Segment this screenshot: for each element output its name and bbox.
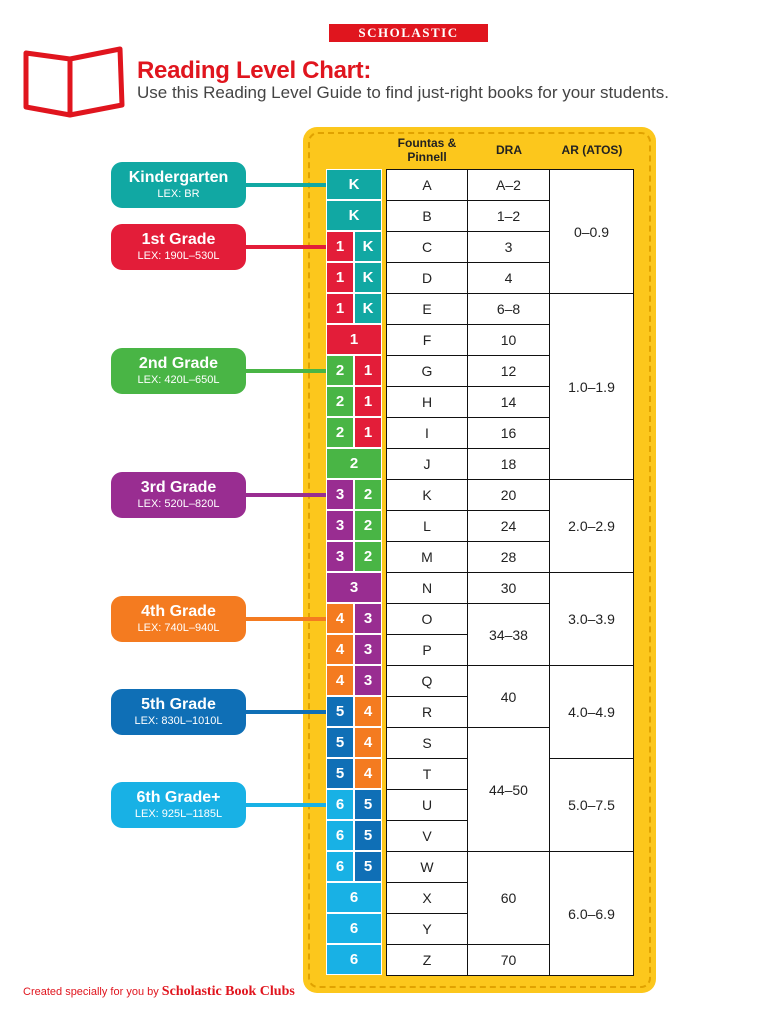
dra-cell: 12	[467, 355, 550, 387]
fp-level-z: Z	[386, 944, 468, 976]
header-dra: DRA	[496, 143, 522, 157]
grade-cell-1: 1	[326, 324, 382, 355]
dra-cell: 14	[467, 386, 550, 418]
fp-level-j: J	[386, 448, 468, 480]
grade-name: 5th Grade	[141, 696, 216, 713]
fp-level-a: A	[386, 169, 468, 201]
grade-cell-1: 1	[354, 386, 382, 417]
fp-level-c: C	[386, 231, 468, 263]
grade-lexile: LEX: 520L–820L	[137, 498, 220, 510]
grade-callout	[111, 224, 246, 270]
grade-cell-3: 3	[354, 603, 382, 634]
dra-cell: 3	[467, 231, 550, 263]
open-book-icon	[20, 45, 128, 121]
grade-cell-3: 3	[326, 510, 354, 541]
fp-level-f: F	[386, 324, 468, 356]
fp-level-y: Y	[386, 913, 468, 945]
grade-callout	[111, 162, 246, 208]
grade-cell-5: 5	[326, 758, 354, 789]
grade-name: 1st Grade	[141, 231, 216, 248]
grade-cell-4: 4	[354, 696, 382, 727]
grade-cell-2: 2	[326, 448, 382, 479]
grade-lexile: LEX: 740L–940L	[137, 622, 220, 634]
dra-cell: 30	[467, 572, 550, 604]
ar-cell: 4.0–4.9	[549, 665, 634, 759]
grade-cell-6: 6	[326, 913, 382, 944]
grade-cell-1: 1	[354, 355, 382, 386]
fp-level-g: G	[386, 355, 468, 387]
fp-level-e: E	[386, 293, 468, 325]
grade-cell-6: 6	[326, 851, 354, 882]
grade-cell-6: 6	[326, 789, 354, 820]
fp-level-x: X	[386, 882, 468, 914]
dra-cell: 60	[467, 851, 550, 945]
grade-lexile: LEX: 420L–650L	[137, 374, 220, 386]
dra-cell: 1–2	[467, 200, 550, 232]
grade-callout	[111, 472, 246, 518]
fp-level-q: Q	[386, 665, 468, 697]
grade-cell-K: K	[354, 293, 382, 324]
grade-cell-4: 4	[326, 634, 354, 665]
ar-cell: 5.0–7.5	[549, 758, 634, 852]
grade-cell-6: 6	[326, 944, 382, 975]
fp-level-r: R	[386, 696, 468, 728]
grade-cell-2: 2	[326, 386, 354, 417]
grade-name: 6th Grade+	[136, 789, 221, 806]
grade-cell-5: 5	[326, 727, 354, 758]
footer-prefix: Created specially for you by	[23, 986, 159, 998]
dra-cell: 34–38	[467, 603, 550, 666]
dra-cell: 20	[467, 479, 550, 511]
dra-cell: 44–50	[467, 727, 550, 852]
fp-level-h: H	[386, 386, 468, 418]
grade-cell-4: 4	[326, 665, 354, 696]
grade-cell-5: 5	[326, 696, 354, 727]
dra-cell: 16	[467, 417, 550, 449]
grade-cell-2: 2	[354, 479, 382, 510]
grade-lexile: LEX: 925L–1185L	[134, 808, 223, 820]
fp-level-p: P	[386, 634, 468, 666]
page-subtitle: Use this Reading Level Guide to find just-right books for your students.	[137, 83, 670, 102]
grade-lexile: LEX: 830L–1010L	[134, 715, 223, 727]
fp-level-n: N	[386, 572, 468, 604]
grade-cell-3: 3	[326, 541, 354, 572]
grade-cell-K: K	[326, 169, 382, 200]
grade-cell-4: 4	[326, 603, 354, 634]
fp-level-u: U	[386, 789, 468, 821]
grade-cell-2: 2	[354, 541, 382, 572]
grade-cell-2: 2	[354, 510, 382, 541]
dra-cell: 10	[467, 324, 550, 356]
ar-cell: 2.0–2.9	[549, 479, 634, 573]
dra-cell: 6–8	[467, 293, 550, 325]
grade-cell-3: 3	[354, 634, 382, 665]
fp-level-o: O	[386, 603, 468, 635]
fp-level-k: K	[386, 479, 468, 511]
grade-cell-2: 2	[326, 417, 354, 448]
grade-cell-6: 6	[326, 820, 354, 851]
dra-cell: 18	[467, 448, 550, 480]
fp-level-i: I	[386, 417, 468, 449]
page-title: Reading Level Chart:	[137, 57, 372, 84]
grade-connector-line	[244, 245, 326, 249]
fp-level-w: W	[386, 851, 468, 883]
fp-level-d: D	[386, 262, 468, 294]
dra-cell: 4	[467, 262, 550, 294]
grade-cell-2: 2	[326, 355, 354, 386]
fp-level-s: S	[386, 727, 468, 759]
grade-cell-3: 3	[326, 572, 382, 603]
grade-cell-1: 1	[354, 417, 382, 448]
dra-cell: 70	[467, 944, 550, 976]
grade-callout	[111, 689, 246, 735]
fp-level-b: B	[386, 200, 468, 232]
logo-text: SCHOLASTIC	[358, 25, 459, 40]
grade-connector-line	[244, 493, 326, 497]
grade-name: 2nd Grade	[138, 355, 219, 372]
grade-cell-4: 4	[354, 758, 382, 789]
grade-cell-4: 4	[354, 727, 382, 758]
fp-level-m: M	[386, 541, 468, 573]
grade-cell-5: 5	[354, 820, 382, 851]
fp-level-l: L	[386, 510, 468, 542]
grade-connector-line	[244, 710, 326, 714]
grade-cell-5: 5	[354, 789, 382, 820]
ar-cell: 3.0–3.9	[549, 572, 634, 666]
grade-callout	[111, 348, 246, 394]
grade-name: Kindergarten	[128, 169, 229, 186]
grade-cell-3: 3	[354, 665, 382, 696]
grade-connector-line	[244, 803, 326, 807]
grade-name: 3rd Grade	[140, 479, 217, 496]
grade-connector-line	[244, 369, 326, 373]
fp-level-v: V	[386, 820, 468, 852]
ar-cell: 6.0–6.9	[549, 851, 634, 976]
grade-lexile: LEX: 190L–530L	[137, 250, 220, 262]
fp-level-t: T	[386, 758, 468, 790]
grade-name: 4th Grade	[141, 603, 216, 620]
grade-cell-1: 1	[326, 293, 354, 324]
grade-cell-3: 3	[326, 479, 354, 510]
grade-connector-line	[244, 183, 326, 187]
grade-callout	[111, 782, 246, 828]
grade-cell-5: 5	[354, 851, 382, 882]
dra-cell: 24	[467, 510, 550, 542]
ar-cell: 1.0–1.9	[549, 293, 634, 480]
grade-lexile: LEX: BR	[157, 188, 200, 200]
dra-cell: 40	[467, 665, 550, 728]
grade-cell-6: 6	[326, 882, 382, 913]
grade-cell-K: K	[354, 262, 382, 293]
grade-cell-1: 1	[326, 231, 354, 262]
ar-cell: 0–0.9	[549, 169, 634, 294]
grade-cell-K: K	[354, 231, 382, 262]
grade-callout	[111, 596, 246, 642]
grade-cell-1: 1	[326, 262, 354, 293]
grade-connector-line	[244, 617, 326, 621]
footer-credit	[23, 984, 295, 1000]
grade-cell-K: K	[326, 200, 382, 231]
header-fountas-pinnell: Fountas & Pinnell	[397, 136, 457, 164]
footer-brand: Scholastic Book Clubs	[161, 984, 295, 999]
scholastic-logo	[329, 24, 488, 42]
dra-cell: 28	[467, 541, 550, 573]
dra-cell: A–2	[467, 169, 550, 201]
header-ar-atos: AR (ATOS)	[561, 143, 623, 157]
